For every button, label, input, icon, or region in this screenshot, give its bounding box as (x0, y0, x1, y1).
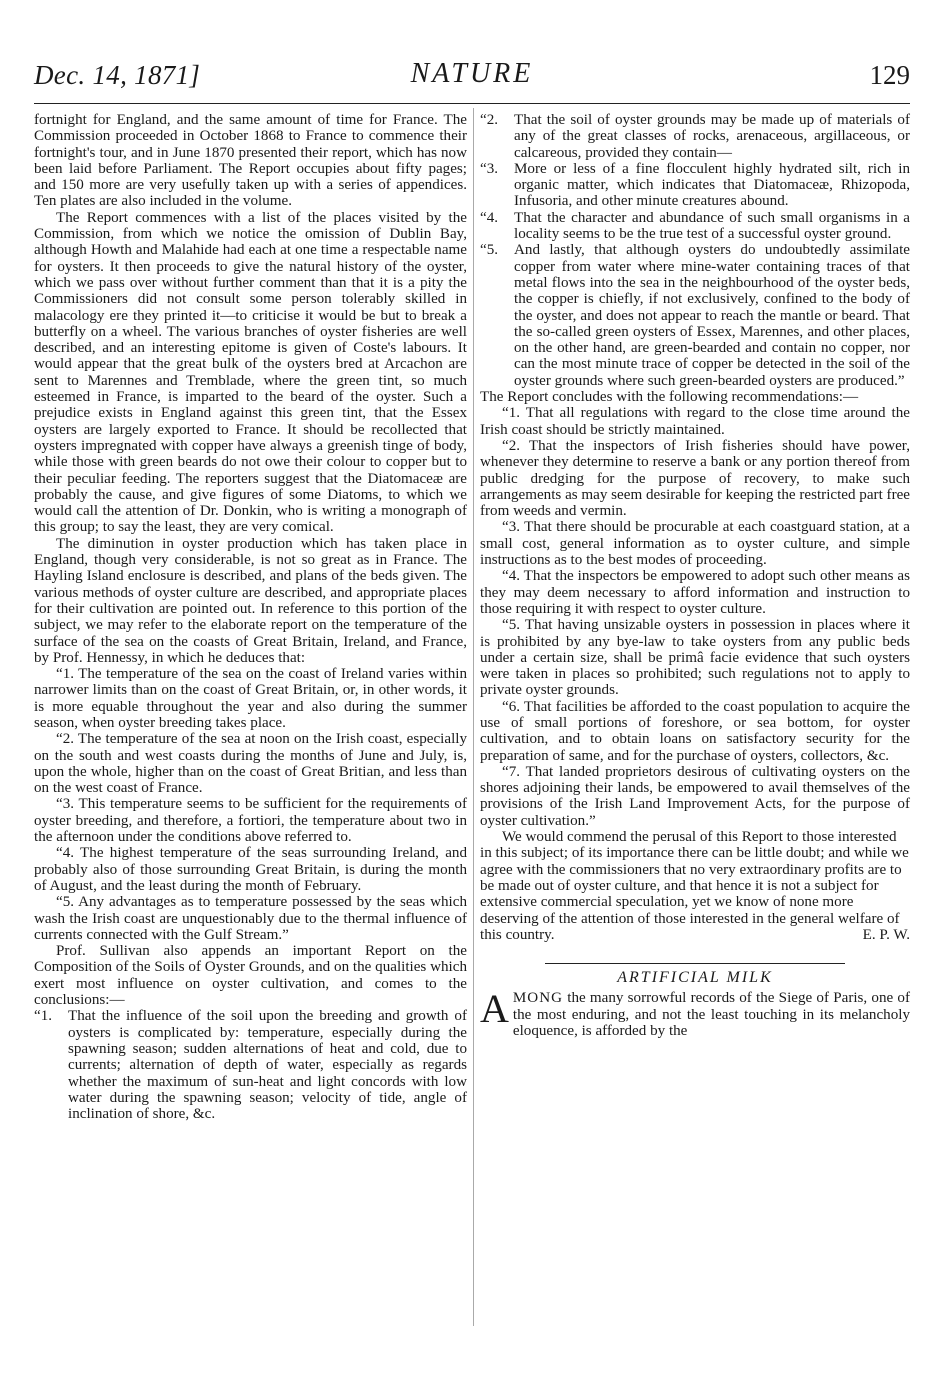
closing-text: We would commend the perusal of this Report to those interested in this subject; of its importance there can be little doubt; and while we agree with the commissioners that no very extraordinary profits are to be made out of oyster culture, and that hence it is not a subject for extensive commercial speculation, yet we know of none more deserving of the attention of those interested in the general welfare of this country. (480, 829, 909, 943)
hennessy-point-5: “5. Any advantages as to temperature possessed by the seas which wash the Irish coast are unquestionably due to the thermal influence of currents connected with the Gulf Stream.” (34, 894, 467, 943)
sullivan-point-text: And lastly, that although oysters do undoubtedly assimilate copper from water where mine-water containing traces of that metal flows into the sea in the neighbourhood of the oyster beds, the copper is chiefly, if not exclusively, confined to the body of the oyster, and does not appear to reach the mantle or beard. That the so-called green oysters of Essex, Marennes, and other places, on the other hand, are green-bearded and contain no copper, nor can the most minute trace of copper be detected in the soil of the oyster grounds where such green-bearded oysters are produced.” (514, 242, 910, 389)
recommendation-6: “6. That facilities be afforded to the coast population to acquire the use of small portions of foreshore, or sea bottom, for oyster cultivation, and to obtain loans on satisfactory security for the preparation of same, and for the purchase of oysters, collectors, &c. (480, 698, 910, 764)
hennessy-point-2: “2. The temperature of the sea at noon on the Irish coast, especially on the south and west coasts during the months of June and July, is, upon the whole, higher than on the coast of Great Britian, and less than on the west coast of France. (34, 731, 467, 797)
page-header (34, 58, 910, 98)
left-column (34, 112, 467, 1122)
hennessy-point-3: “3. This temperature seems to be sufficient for the requirements of oyster breeding, and therefore, a fortiori, the temperature about two in the afternoon under the conditions above referred to. (34, 796, 467, 846)
recommendations-intro: The Report concludes with the following recommendations:— (480, 389, 859, 406)
sullivan-point-number: “3. (480, 160, 499, 177)
column-divider (473, 108, 474, 1326)
right-column (480, 112, 910, 1039)
opening-text: the many sorrowful records of the Siege of Paris, one of the most enduring, and not the least touching in its melancholy eloquence, is afforded by the (512, 990, 910, 1040)
hennessy-point-4: “4. The highest temperature of the seas surrounding Ireland, and probably also of those surrounding Great Britain, is during the month of August, and the least during the month of February. (34, 845, 467, 894)
next-article-title: ARTIFICIAL MILK (617, 969, 773, 987)
paragraph-report-contents: The Report commences with a list of the places visited by the Commission, from which we notice the omission of Dublin Bay, although Howth and Malahide had each at one time a respectable name for oysters. It then proceeds to give the natural history of the oyster, which we pass over without further comment than that it is a pity the Commissioners did not consult some person tolerably skilled in malacology ere they printed it—to criticise it would be but to break a butterfly on a wheel. The various branches of oyster fisheries are well described, and an interesting epitome is given of Coste's labours. It would appear that the great bulk of the oysters bred at Arcachon are sent to Marennes and Tremblade, where the green tint, so much esteemed in France, is imparted to the beard of the oyster. Such a prejudice exists in England against this green tint, that the Essex oysters are largely exported to France. It should be recollected that oysters impregnated with copper have always a greenish tinge of body, while those with green beards do not owe their colour to copper but to their peculiar feeding. The reporters suggest that the Diatomaceæ are probably the cause, and give figures of some Diatoms, to which we would call the attention of Dr. Donkin, who is writing a monograph of this group; to say the least, they are very comical. (34, 209, 467, 536)
recommendation-7: “7. That landed proprietors desirous of cultivating oysters on the shores adjoining their lands, be empowered to avail themselves of the provisions of the Irish Land Improvement Acts, for the purpose of oyster cultivation.” (480, 763, 910, 829)
drop-cap: A (480, 986, 509, 1032)
issue-date: Dec. 14, 1871] (34, 60, 201, 90)
header-rule (34, 103, 910, 104)
author-signature: E. P. W. (862, 926, 910, 943)
sullivan-point-text: That the character and abundance of such small organisms in a locality seems to be the true test of a successful oyster ground. (514, 209, 910, 243)
sullivan-point-number: “2. (480, 112, 499, 128)
sullivan-point-1-start (34, 1008, 467, 1122)
sullivan-point-number: “1. (34, 1008, 53, 1025)
journal-title: NATURE (410, 58, 534, 89)
recommendation-1: “1. That all regulations with regard to the close time around the Irish coast should be strictly maintained. (480, 405, 910, 438)
sullivan-point-3 (480, 161, 910, 210)
paragraph-commission-report: fortnight for England, and the same amount of time for France. The Commission proceeded in October 1868 to France to commence their fortnight's tour, and in June 1870 presented their report, which has now been laid before Parliament. The Report occupies about fifty pages; and 150 more are very usefully taken up with a series of appendices. Ten plates are also included in the volume. (34, 112, 467, 210)
sullivan-point-text: That the influence of the soil upon the breeding and growth of oysters is complicated by: temperature, especially during the spawning season; sudden alternations of heat and cold, due to currents; alternation of depth of water, especially as regards whether the maximum of sun-heat and light concords with low water during the spawning season; velocity of tide, angle of inclination of shore, &c. (68, 1008, 467, 1123)
paragraph-sullivan-report: Prof. Sullivan also appends an important Report on the Composition of the Soils of Oyster Grounds, and on the qualities which exert most influence on oyster cultivation, and comes to the conclusions:— (34, 943, 467, 1009)
recommendation-5: “5. That having unsizable oysters in possession in places where it is prohibited by any bye-law to take oysters from any public beds under a certain size, shall be primâ facie evidence that such oysters were taken in places so prohibited; such regulations not to apply to private oyster grounds. (480, 617, 910, 699)
closing-paragraph (480, 829, 910, 943)
recommendation-4: “4. That the inspectors be empowered to adopt such other means as they may deem necessary to afford information and instruction to those requiring it with respect to oyster culture. (480, 568, 910, 617)
recommendation-3: “3. That there should be procurable at each coastguard station, at a small cost, general information as to oyster culture, and simple instructions as to the best modes of proceeding. (480, 519, 910, 569)
paragraph-oyster-production: The diminution in oyster production which has taken place in England, though very considerable, is not so great as in France. The Hayling Island enclosure is described, and plans of the beds given. The various methods of oyster culture are described, and appropriate places for their cultivation are pointed out. In reference to this portion of the subject, we may refer to the elaborate report on the temperature of the surface of the sea on the coasts of Great Britain, Ireland, and France, by Prof. Hennessy, in which he deduces that: (34, 535, 467, 666)
lead-word: MONG (512, 990, 564, 1007)
page-number: 129 (869, 60, 910, 90)
sullivan-point-2 (480, 112, 910, 161)
sullivan-point-text: That the soil of oyster grounds may be made up of materials of any of the great classes of rocks, arenaceous, argillaceous, or calcareous, provided they contain— (514, 112, 910, 161)
section-divider (545, 963, 845, 964)
sullivan-point-number: “5. (480, 242, 499, 259)
recommendation-2: “2. That the inspectors of Irish fisheries should have power, whenever they determine to reserve a bank or any portion thereof from public dredging for the purpose of recovery, to make such arrangements as may seem desirable for keeping the restricted part free from weeds and vermin. (480, 437, 910, 520)
sullivan-point-4 (480, 210, 910, 243)
next-article-opening (480, 986, 910, 1040)
sullivan-point-number: “4. (480, 209, 499, 226)
sullivan-point-5 (480, 242, 910, 389)
hennessy-point-1: “1. The temperature of the sea on the coast of Ireland varies within narrower limits than on the coast of Great Britain, or, in other words, it is more equable throughout the year and also during the summer season, when oyster breeding takes place. (34, 666, 467, 731)
sullivan-point-text: More or less of a fine flocculent highly hydrated silt, rich in organic matter, which indicates that Diatomaceæ, Rhizopoda, Infusoria, and other minute creatures abound. (514, 160, 910, 210)
